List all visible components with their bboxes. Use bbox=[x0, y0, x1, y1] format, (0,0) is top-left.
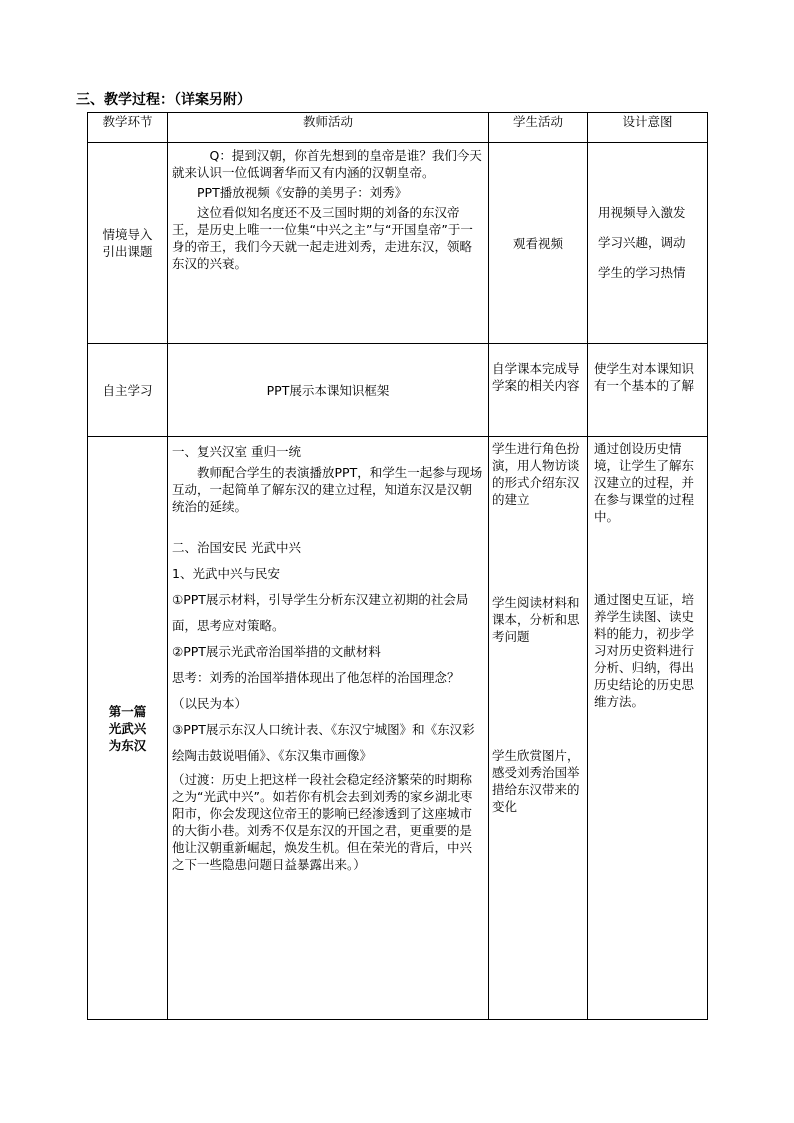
teacher-cell bbox=[168, 143, 489, 344]
header-student: 学生活动 bbox=[489, 113, 588, 143]
student-text: 学生进行角色扮演，用人物访谈的形式介绍东汉的建立 bbox=[492, 441, 580, 507]
teacher-cell: PPT展示本课知识框架 bbox=[168, 344, 489, 437]
student-text: 学生欣赏图片，感受刘秀治国举措给东汉带来的变化 bbox=[492, 748, 580, 814]
teacher-text: 思考：刘秀的治国举措体现出了他怎样的治国理念？（以民为本） bbox=[172, 670, 460, 711]
header-teacher: 教师活动 bbox=[168, 113, 489, 143]
phase-cell bbox=[88, 143, 168, 344]
table-row bbox=[88, 437, 708, 1020]
intent-text: 通过图史互证，培养学生读图、读史料的能力，初步学习对历史资料进行分析、归纳，得出历史结论的历史思维方法。 bbox=[594, 592, 695, 709]
intent-line: 用视频导入激发 bbox=[598, 205, 686, 220]
teacher-text: 1、光武中兴与民安 bbox=[172, 566, 280, 581]
intent-cell bbox=[588, 143, 708, 344]
student-cell bbox=[489, 437, 588, 1020]
teacher-text: ②PPT展示光武帝治国举措的文献材料 bbox=[172, 644, 381, 659]
teacher-text: ③PPT展示东汉人口统计表、《东汉宁城图》和《东汉彩绘陶击鼓说唱俑》、《东汉集市画像》 bbox=[172, 722, 475, 763]
teacher-text: 这位看似知名度还不及三国时期的刘备的东汉帝王，是历史上唯一一位集“中兴之主”与“开国皇帝”于一身的帝王，我们今天就一起走进刘秀，走进东汉，领略东汉的兴衰。 bbox=[172, 205, 473, 271]
intent-text: 通过创设历史情境，让学生了解东汉建立的过程，并在参与课堂的过程中。 bbox=[594, 441, 695, 524]
teacher-text: 一、复兴汉室 重归一统 bbox=[172, 444, 301, 459]
phase-cell: 自主学习 bbox=[88, 344, 168, 437]
teacher-text: Q：提到汉朝，你首先想到的皇帝是谁？我们今天就来认识一位低调奢华而又有内涵的汉朝皇帝。 bbox=[172, 148, 482, 180]
student-text: 学生阅读材料和课本，分析和思考问题 bbox=[492, 595, 580, 644]
header-intent: 设计意图 bbox=[588, 113, 708, 143]
student-cell: 观看视频 bbox=[489, 143, 588, 344]
teacher-text: 教师配合学生的表演播放PPT，和学生一起参与现场互动，一起简单了解东汉的建立过程，知道东汉是汉朝统治的延续。 bbox=[172, 465, 483, 514]
teacher-text: PPT播放视频《安静的美男子：刘秀》 bbox=[197, 185, 408, 200]
phase-line: 情境导入 bbox=[102, 227, 153, 242]
teacher-cell bbox=[168, 437, 489, 1020]
intent-line: 学习兴趣，调动 bbox=[598, 235, 686, 250]
table-row bbox=[88, 344, 708, 437]
phase-line: 光武兴 bbox=[108, 720, 147, 736]
phase-line: 第一篇 bbox=[108, 703, 147, 719]
teaching-process-table bbox=[87, 112, 708, 1020]
phase-line: 为东汉 bbox=[108, 737, 147, 753]
header-phase: 教学环节 bbox=[88, 113, 168, 143]
intent-cell: 使学生对本课知识有一个基本的了解 bbox=[588, 344, 708, 437]
table-header-row bbox=[88, 113, 708, 143]
teacher-text: （过渡：历史上把这样一段社会稳定经济繁荣的时期称之为“光武中兴”。如若你有机会去到刘秀的家乡湖北枣阳市，你会发现这位帝王的影响已经渗透到了这座城市的大街小巷。刘秀不仅是东汉的开国之君，更重要的是他让汉朝重新崛起，焕发生机。但在荣光的背后，中兴之下一些隐患问题日益暴露出来。） bbox=[172, 772, 473, 872]
student-cell: 自学课本完成导学案的相关内容 bbox=[489, 344, 588, 437]
intent-line: 学生的学习热情 bbox=[598, 265, 686, 280]
phase-line: 引出课题 bbox=[102, 244, 153, 259]
table-row bbox=[88, 143, 708, 344]
teacher-text: 二、治国安民 光武中兴 bbox=[172, 540, 301, 555]
teacher-text: ①PPT展示材料，引导学生分析东汉建立初期的社会局面，思考应对策略。 bbox=[172, 592, 469, 633]
section-title: 三、教学过程：（详案另附） bbox=[76, 92, 251, 108]
phase-cell bbox=[88, 437, 168, 1020]
intent-cell bbox=[588, 437, 708, 1020]
